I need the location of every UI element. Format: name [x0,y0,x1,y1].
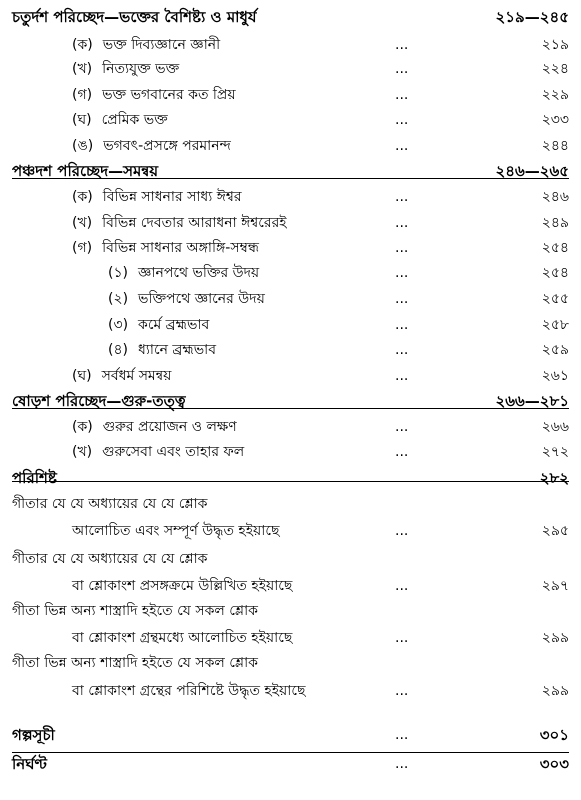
toc-entry-row [0,365,581,387]
toc-entry-row [0,520,581,542]
toc-entry-leader: ... [395,317,409,333]
toc-entry-title: বিভিন্ন দেবতার আরাধনা ঈশ্বরেরই [102,215,287,231]
toc-entry-leader: ... [395,342,409,358]
toc-entry-text-group [72,365,171,387]
toc-entry-text-group [12,467,57,489]
section-divider [12,481,569,482]
toc-entry-row [0,627,581,649]
toc-entry-leader: ... [395,419,409,435]
toc-entry-label: (খ) [72,444,93,460]
toc-entry-page: ২৯৯ [541,683,569,699]
toc-entry-page: ২৯৭ [541,578,569,594]
toc-entry-row [0,680,581,702]
toc-entry-text-group [72,212,287,234]
toc-entry-leader: ... [395,87,409,103]
toc-entry-title: ভক্তিপথে জ্ঞানের উদয় [138,291,265,307]
toc-entry-title: নিত্যযুক্ত ভক্ত [102,61,180,77]
toc-entry-leader: ... [395,61,409,77]
toc-entry-title: আলোচিত এবং সম্পূর্ণ উদ্ধৃত হইয়াছে [72,523,280,539]
toc-entry-page: ২৬১ [541,368,569,384]
toc-entry-title: নির্ঘণ্ট [12,755,47,773]
toc-entry-text-group [72,34,220,56]
toc-entry-label: (ঘ) [72,112,92,128]
section-divider [12,408,569,409]
toc-entry-title: ধ্যানে ব্রহ্মভাব [138,342,217,358]
toc-entry-text-group [72,84,236,106]
toc-entry-text-group [72,135,231,157]
toc-entry-text-group [72,416,237,438]
toc-entry-page: ২৪৯ [541,215,569,231]
toc-entry-label: (গ) [72,240,93,256]
toc-entry-row [0,288,581,310]
toc-entry-title: বা শ্লোকাংশ প্রসঙ্গক্রমে উল্লিখিত হইয়াছে [72,578,293,594]
toc-entry-row [0,212,581,234]
toc-entry-row [0,135,581,157]
toc-entry-text-group [108,339,216,361]
toc-entry-row [0,575,581,597]
section-divider [12,752,569,753]
toc-entry-leader: ... [395,727,409,743]
toc-entry-label: (ঙ) [72,138,94,154]
toc-entry-label: (৪) [108,342,129,358]
toc-entry-text-group [72,186,242,208]
toc-entry-title: বিভিন্ন সাধনার অঙ্গাঙ্গি-সম্বন্ধ [102,240,259,256]
toc-entry-leader: ... [395,215,409,231]
toc-entry-text-group [12,753,47,775]
toc-heading-row [0,753,581,775]
toc-entry-row [0,186,581,208]
toc-entry-label: (৩) [108,317,129,333]
toc-entry-title: ভক্ত দিব্যজ্ঞানে জ্ঞানী [102,37,221,53]
toc-heading-row [0,724,581,746]
toc-entry-leader: ... [395,523,409,539]
toc-entry-title: প্রেমিক ভক্ত [101,112,168,128]
toc-entry-leader: ... [395,683,409,699]
toc-entry-page: ২৫৮ [541,317,569,333]
toc-entry-text-group [12,652,258,674]
toc-entry-page: ২৯৯ [541,630,569,646]
toc-entry-text-group [108,262,259,284]
toc-entry-text-group [12,600,258,622]
toc-entry-page: ২৪৬—২৬৫ [495,162,569,180]
toc-entry-page: ২৯৫ [541,523,569,539]
toc-entry-title: পঞ্চদশ পরিচ্ছেদ—সমন্বয় [12,162,159,180]
toc-entry-page: ২৬৬—২৮১ [495,392,569,410]
toc-entry-title: জ্ঞানপথে ভক্তির উদয় [138,265,260,281]
toc-entry-title: পরিশিষ্ট [12,469,57,487]
toc-entry-title: বা শ্লোকাংশ গ্রন্থের পরিশিষ্টে উদ্ধৃত হইয়াছে [72,683,306,699]
toc-entry-label: (ক) [72,37,93,53]
toc-entry-text-group [72,109,168,131]
toc-entry-title: গীতার যে যে অধ্যায়ের যে যে শ্লোক [12,551,208,567]
toc-entry-text-group [12,6,257,28]
toc-entry-page: ২৬৬ [541,419,569,435]
toc-entry-page: ২২৪ [541,61,569,77]
toc-entry-page: ২৫৪ [541,265,569,281]
toc-entry-page: ২৩৩ [541,112,569,128]
toc-entry-title: গল্পসূচী [12,726,55,744]
toc-entry-label: (খ) [72,61,93,77]
toc-entry-label: (১) [108,265,129,281]
toc-entry-leader: ... [395,368,409,384]
toc-entry-page: ২৪৬ [541,189,569,205]
toc-entry-leader: ... [395,291,409,307]
toc-entry-leader: ... [395,138,409,154]
toc-entry-text-group [108,288,265,310]
toc-entry-label: (খ) [72,215,93,231]
section-divider [12,178,569,179]
toc-entry-row [0,58,581,80]
toc-entry-page: ২৪৪ [541,138,569,154]
toc-entry-title: গীতার যে যে অধ্যায়ের যে যে শ্লোক [12,496,208,512]
toc-entry-leader: ... [395,112,409,128]
toc-entry-text-group [72,441,244,463]
toc-entry-title: গীতা ভিন্ন অন্য শাস্ত্রাদি হইতে যে সকল শ্লোক [12,603,258,619]
toc-entry-page: ২৫৯ [541,342,569,358]
toc-entry-row [0,109,581,131]
toc-entry-row [0,339,581,361]
toc-entry-text-group [12,724,55,746]
toc-entry-leader: ... [395,189,409,205]
toc-entry-page: ২১৯ [541,37,569,53]
toc-entry-page: ৩০৩ [539,755,569,773]
toc-entry-page: ২৭২ [541,444,569,460]
toc-entry-title: গুরুসেবা এবং তাহার ফল [102,444,245,460]
toc-entry-page: ২৫৪ [541,240,569,256]
toc-entry-label: (ক) [72,189,93,205]
toc-entry-row [0,314,581,336]
toc-entry-title: গীতা ভিন্ন অন্য শাস্ত্রাদি হইতে যে সকল শ্লোক [12,655,258,671]
toc-entry-label: (গ) [72,87,93,103]
toc-entry-text-group [12,548,207,570]
toc-entry-row [0,262,581,284]
toc-entry-row [0,441,581,463]
toc-entry-leader: ... [395,756,409,772]
toc-entry-page: ২৮২ [539,469,569,487]
toc-entry-page: ২১৯—২৪৫ [495,8,569,26]
toc-entry-label: (ক) [72,419,93,435]
toc-entry-text-group [108,314,209,336]
toc-entry-title: চতুর্দশ পরিচ্ছেদ—ভক্তের বৈশিষ্ট্য ও মাধুর্য [12,8,257,26]
toc-entry-row [0,416,581,438]
toc-entry-title: বা শ্লোকাংশ গ্রন্থমধ্যে আলোচিত হইয়াছে [72,630,293,646]
toc-entry-title: ভক্ত ভগবানের কত প্রিয় [102,87,236,103]
toc-entry-leader: ... [395,630,409,646]
toc-entry-title: ভগবৎ-প্রসঙ্গে পরমানন্দ [103,138,231,154]
toc-entry-row [0,548,581,570]
toc-entry-leader: ... [395,240,409,256]
toc-entry-leader: ... [395,37,409,53]
toc-heading-row [0,6,581,28]
toc-heading-row [0,467,581,489]
toc-entry-page: ২৫৫ [541,291,569,307]
toc-entry-text-group [72,520,279,542]
toc-entry-page: ২২৯ [541,87,569,103]
toc-entry-leader: ... [395,444,409,460]
toc-entry-page: ৩০১ [539,726,569,744]
toc-entry-label: (ঘ) [72,368,92,384]
toc-entry-title: বিভিন্ন সাধনার সাধ্য ঈশ্বর [102,189,242,205]
toc-entry-row [0,600,581,622]
toc-entry-text-group [72,237,259,259]
toc-entry-text-group [72,58,179,80]
toc-entry-title: গুরুর প্রয়োজন ও লক্ষণ [102,419,237,435]
toc-entry-row [0,237,581,259]
toc-entry-row [0,34,581,56]
toc-entry-title: ষোড়শ পরিচ্ছেদ—গুরু-তত্ত্ব [12,392,186,410]
toc-entry-title: কর্মে ব্রহ্মভাব [138,317,210,333]
toc-entry-row [0,652,581,674]
toc-entry-leader: ... [395,265,409,281]
toc-entry-row [0,493,581,515]
toc-entry-label: (২) [108,291,129,307]
toc-entry-text-group [12,493,207,515]
toc-entry-text-group [72,575,292,597]
toc-entry-text-group [72,680,305,702]
toc-entry-text-group [72,627,292,649]
toc-entry-row [0,84,581,106]
toc-entry-leader: ... [395,578,409,594]
toc-entry-title: সর্বধর্ম সমন্বয় [101,368,172,384]
